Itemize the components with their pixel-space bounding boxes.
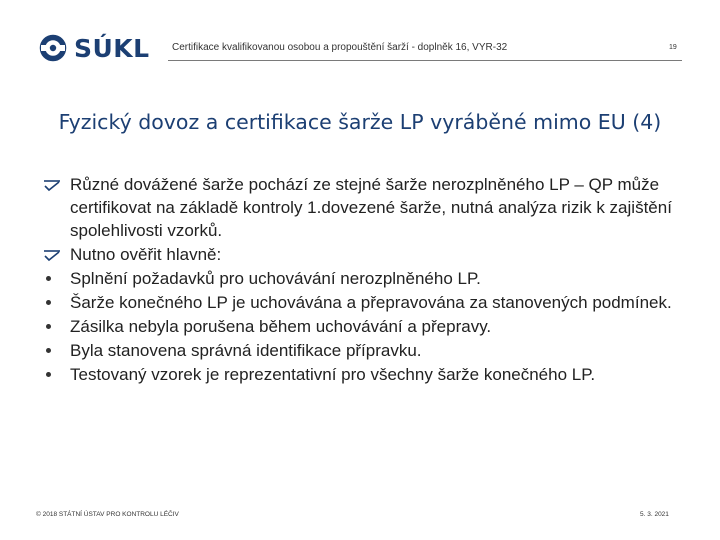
list-item: [0, 315, 720, 338]
check-icon: [41, 243, 65, 266]
header-divider: [168, 60, 682, 61]
bullet-dot: [46, 348, 51, 353]
logo-text: SÚKL: [74, 33, 150, 63]
bullet-dot: [46, 324, 51, 329]
list-item-text: Zásilka nebyla porušena během uchovávání a přepravy.: [70, 317, 492, 336]
slide-title: Fyzický dovoz a certifikace šarže LP vyráběné mimo EU (4): [58, 110, 662, 134]
bullet-dot: [46, 372, 51, 377]
list-item: [0, 243, 720, 266]
list-item: [0, 267, 720, 290]
list-item-text: Šarže konečného LP je uchovávána a přepravována za stanovených podmínek.: [70, 293, 672, 312]
list-item-text: Byla stanovena správná identifikace přípravku.: [70, 341, 422, 360]
slide-content: [0, 173, 720, 386]
bullet-dot: [46, 276, 51, 281]
sukl-logo: [38, 33, 150, 63]
footer-date: 5. 3. 2021: [640, 511, 669, 518]
slide-header: [0, 0, 720, 70]
list-item: [0, 339, 720, 362]
list-item-text: Splnění požadavků pro uchovávání nerozplněného LP.: [70, 269, 481, 288]
bullet-dot: [46, 300, 51, 305]
footer-copyright: © 2018 STÁTNÍ ÚSTAV PRO KONTROLU LÉČIV: [36, 511, 179, 518]
list-item: [0, 363, 720, 386]
list-item: [0, 173, 720, 242]
list-item: [0, 291, 720, 314]
check-icon: [41, 173, 65, 196]
list-item-text: Různé dovážené šarže pochází ze stejné šarže nerozplněného LP – QP může certifikovat na základě kontroly 1.dovezené šarže, nutná analýza rizik k zajištění spolehlivosti vzorků.: [70, 175, 672, 240]
list-item-text: Nutno ověřit hlavně:: [70, 245, 222, 264]
header-title: Certifikace kvalifikovanou osobou a propouštění šarží - doplněk 16, VYR-32: [172, 42, 508, 53]
page-number: 19: [669, 44, 677, 51]
sukl-logo-icon: [38, 33, 68, 63]
list-item-text: Testovaný vzorek je reprezentativní pro všechny šarže konečného LP.: [70, 365, 596, 384]
